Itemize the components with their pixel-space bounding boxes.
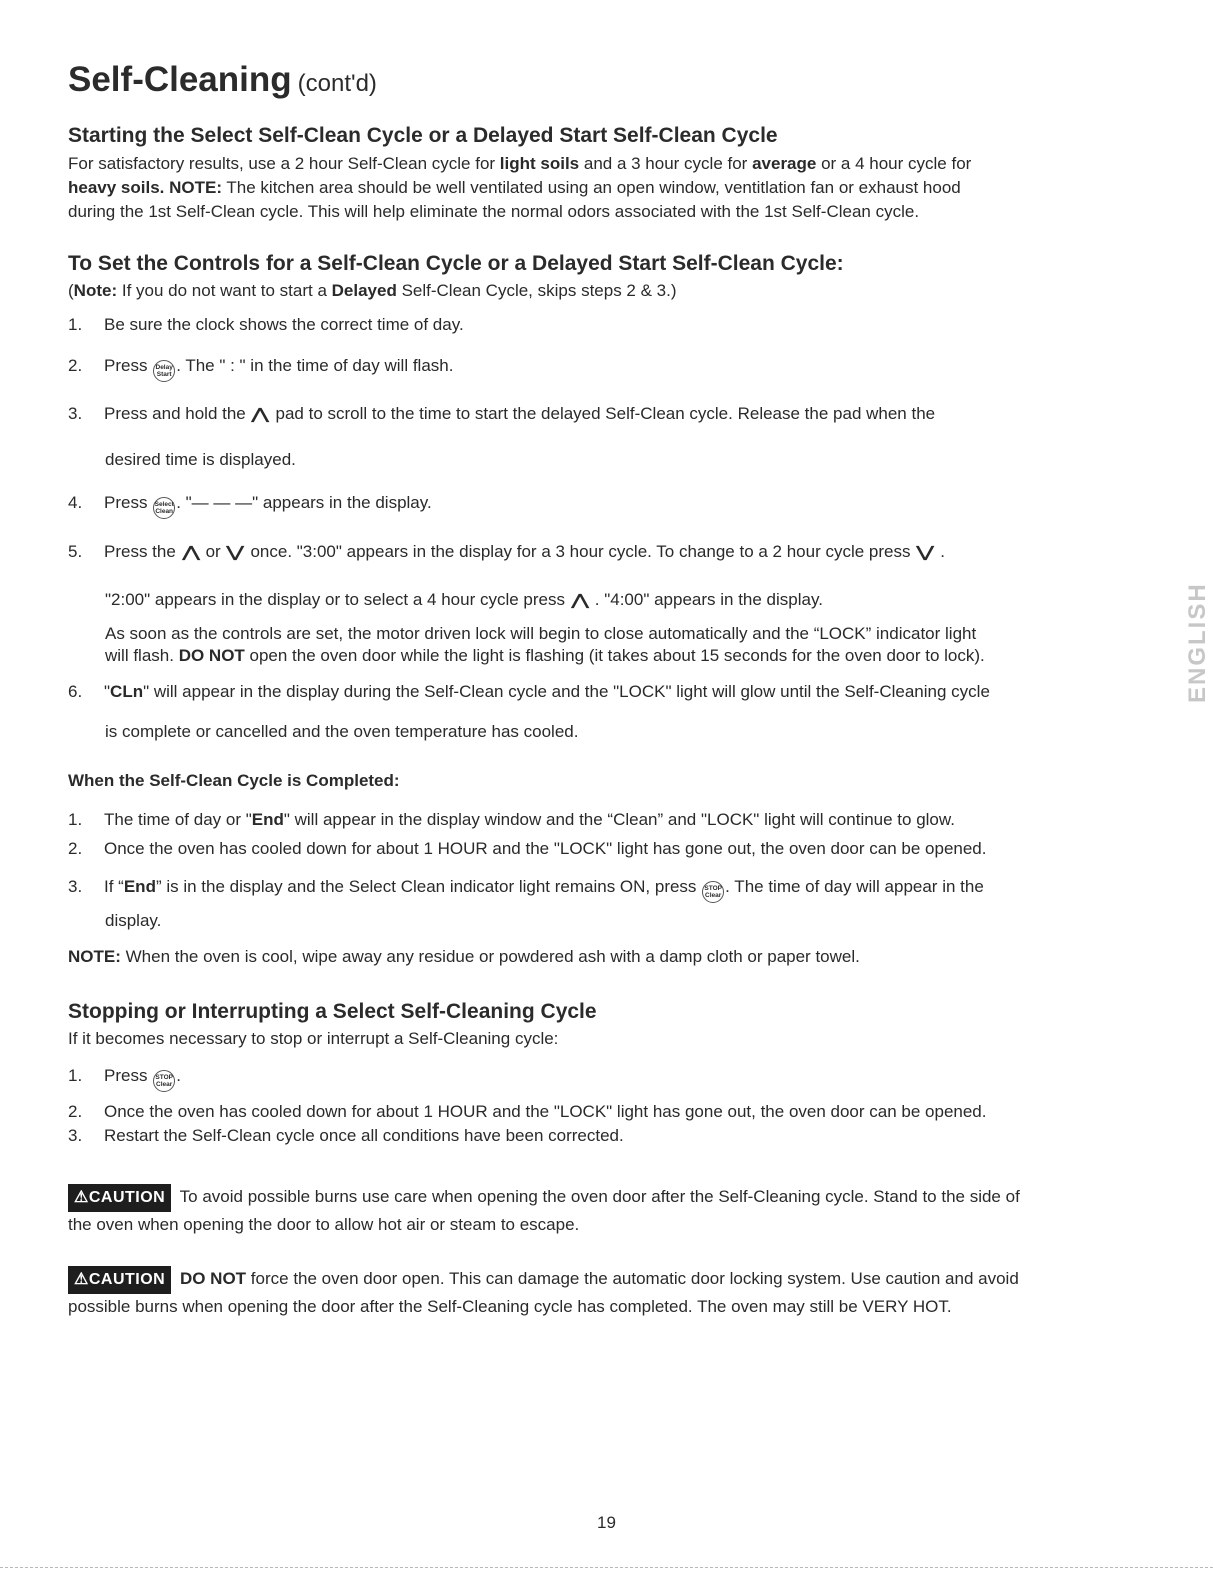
note-paren: ( <box>68 281 74 300</box>
page-number: 19 <box>597 1513 616 1532</box>
step-4 <box>68 493 432 519</box>
caution-text: To avoid possible burns use care when opening the oven door after the Self-Cleaning cycle. Stand to the side of <box>175 1187 1020 1206</box>
step-number: 2. <box>68 839 83 858</box>
caution-text: the oven when opening the door to allow hot air or steam to escape. <box>68 1215 580 1234</box>
caution-text: possible burns when opening the door after the Self-Cleaning cycle has completed. The oven may still be VERY HOT. <box>68 1297 952 1316</box>
s1-bold-a: light soils <box>499 154 580 173</box>
note-text: When the oven is cool, wipe away any residue or powdered ash with a damp cloth or paper towel. <box>120 947 860 966</box>
step-text: Press and hold the <box>104 404 251 423</box>
step-text: open the oven door while the light is flashing (it takes about 15 seconds for the oven door to lock). <box>244 646 985 665</box>
step-2 <box>68 356 453 382</box>
note-label: NOTE: <box>68 947 121 966</box>
title-sub: (cont'd) <box>297 70 377 97</box>
step-bold: End <box>251 810 284 829</box>
step-text: If “ <box>104 877 124 896</box>
completed-step-3 <box>68 877 984 903</box>
step-5-continued <box>105 590 823 610</box>
s1-bold-c: heavy soils. NOTE: <box>68 178 222 197</box>
caution-text: force the oven door open. This can damage the automatic door locking system. Use caution and avoid <box>246 1269 1019 1288</box>
step-number: 3. <box>68 1126 83 1145</box>
note-bold: Delayed <box>331 281 397 300</box>
up-arrow-icon: ⋀ <box>571 592 589 609</box>
step-text: Press <box>104 356 153 375</box>
section2-heading: To Set the Controls for a Self-Clean Cycle or a Delayed Start Self-Clean Cycle: <box>68 252 844 275</box>
step-3 <box>68 404 935 424</box>
s1-text-c: or a 4 hour cycle for <box>816 154 972 173</box>
caution-block-1 <box>68 1184 1153 1238</box>
s1-text-d: The kitchen area should be well ventilated using an open window, ventitlation fan or exhaust hood <box>222 178 961 197</box>
step-number: 1. <box>68 315 83 334</box>
step-text: Restart the Self-Clean cycle once all conditions have been corrected. <box>104 1126 624 1145</box>
note-text-b: Self-Clean Cycle, skips steps 2 & 3.) <box>396 281 677 300</box>
step-number: 1. <box>68 810 83 829</box>
up-arrow-icon: ⋀ <box>252 406 270 423</box>
caution-label: ⚠CAUTION <box>68 1266 171 1294</box>
step-text: Press <box>104 1066 153 1085</box>
section1-heading: Starting the Select Self-Clean Cycle or a Delayed Start Self-Clean Cycle <box>68 124 778 147</box>
step-number: 6. <box>68 682 83 701</box>
step-text: . "4:00" appears in the display. <box>590 590 823 609</box>
step-text: . <box>935 542 945 561</box>
step-1 <box>68 315 464 335</box>
step-text: will flash. <box>105 646 179 665</box>
select-clean-key-icon <box>153 497 175 519</box>
step-text: As soon as the controls are set, the motor driven lock will begin to close automatically and the “LOCK” indicator light <box>105 624 977 643</box>
step-text: . The " : " in the time of day will flash. <box>176 356 454 375</box>
s1-text-b: and a 3 hour cycle for <box>579 154 753 173</box>
step-text: . <box>176 1066 181 1085</box>
s1-text-a: For satisfactory results, use a 2 hour Self-Clean cycle for <box>68 154 500 173</box>
step-text: The time of day or " <box>104 810 252 829</box>
key-label-bottom: Start <box>156 371 172 378</box>
step-3-continued: desired time is displayed. <box>105 450 296 469</box>
key-label-bottom: Clean <box>155 508 174 515</box>
section2-note <box>68 281 677 301</box>
completed-step-1 <box>68 810 955 830</box>
key-label-bottom: Clear <box>156 1081 173 1088</box>
step-text: Press the <box>104 542 181 561</box>
step-number: 5. <box>68 542 83 561</box>
s1-bold-b: average <box>752 154 817 173</box>
step-5-lock-info <box>105 623 1165 667</box>
step-6-continued: is complete or cancelled and the oven temperature has cooled. <box>105 722 579 741</box>
page-title <box>68 60 377 100</box>
section3-note <box>68 947 860 967</box>
up-arrow-icon: ⋀ <box>182 544 200 561</box>
stop-clear-key-icon <box>702 881 724 903</box>
step-text: once. "3:00" appears in the display for a 3 hour cycle. To change to a 2 hour cycle press <box>245 542 916 561</box>
step-text: . "— — —" appears in the display. <box>176 493 432 512</box>
step-bold: End <box>123 877 156 896</box>
step-5 <box>68 542 945 562</box>
key-label-top: Delay <box>155 364 173 371</box>
caution-bold: DO NOT <box>175 1269 247 1288</box>
step-number: 4. <box>68 493 83 512</box>
step-text: " <box>104 682 111 701</box>
s1-text-e: during the 1st Self-Clean cycle. This will help eliminate the normal odors associated with the 1st Self-Clean cycle. <box>68 202 920 221</box>
bottom-divider <box>0 1567 1213 1568</box>
section3-heading: When the Self-Clean Cycle is Completed: <box>68 771 400 790</box>
step-text: Once the oven has cooled down for about 1 HOUR and the "LOCK" light has gone out, the oven door can be opened. <box>104 839 987 858</box>
stop-step-3 <box>68 1126 624 1146</box>
step-text: . The time of day will appear in the <box>725 877 984 896</box>
stop-step-1 <box>68 1066 181 1092</box>
step-number: 3. <box>68 404 83 423</box>
step-text: " will appear in the display during the Self-Clean cycle and the "LOCK" light will glow until the Self-Cleaning cycle <box>143 682 990 701</box>
step-text: ” is in the display and the Select Clean indicator light remains ON, press <box>155 877 702 896</box>
section4-intro: If it becomes necessary to stop or interrupt a Self-Cleaning cycle: <box>68 1029 559 1048</box>
section4-heading: Stopping or Interrupting a Select Self-Cleaning Cycle <box>68 1000 597 1023</box>
step-number: 1. <box>68 1066 83 1085</box>
step-text: Once the oven has cooled down for about 1 HOUR and the "LOCK" light has gone out, the oven door can be opened. <box>104 1102 987 1121</box>
caution-label: ⚠CAUTION <box>68 1184 171 1212</box>
note-text-a: If you do not want to start a <box>117 281 332 300</box>
section1-paragraph <box>68 152 1153 224</box>
key-label-top: Select <box>154 501 174 508</box>
language-side-tab <box>1180 565 1211 705</box>
side-tab-label: ENGLISH <box>1184 582 1211 703</box>
step-6 <box>68 682 990 702</box>
note-label: Note: <box>73 281 118 300</box>
step-number: 2. <box>68 356 83 375</box>
step-text: or <box>200 542 226 561</box>
step-number: 3. <box>68 877 83 896</box>
completed-step-3-continued: display. <box>105 911 162 930</box>
step-text: Be sure the clock shows the correct time of day. <box>104 315 464 334</box>
delay-start-key-icon <box>153 360 175 382</box>
stop-clear-key-icon <box>153 1070 175 1092</box>
stop-step-2 <box>68 1102 987 1122</box>
step-text: pad to scroll to the time to start the delayed Self-Clean cycle. Release the pad when the <box>270 404 936 423</box>
step-text: Press <box>104 493 153 512</box>
caution-block-2 <box>68 1266 1153 1320</box>
key-label-bottom: Clear <box>705 892 722 899</box>
step-text: "2:00" appears in the display or to select a 4 hour cycle press <box>105 590 570 609</box>
step-number: 2. <box>68 1102 83 1121</box>
down-arrow-icon: ⋁ <box>226 544 245 561</box>
step-bold: DO NOT <box>178 646 245 665</box>
completed-step-2 <box>68 839 987 859</box>
down-arrow-icon: ⋁ <box>916 544 934 561</box>
title-main: Self-Cleaning <box>68 60 292 99</box>
step-bold: CLn <box>110 682 144 701</box>
key-label-top: STOP <box>155 1074 173 1081</box>
key-label-top: STOP <box>704 885 722 892</box>
step-text: " will appear in the display window and the “Clean” and "LOCK" light will continue to glow. <box>283 810 955 829</box>
